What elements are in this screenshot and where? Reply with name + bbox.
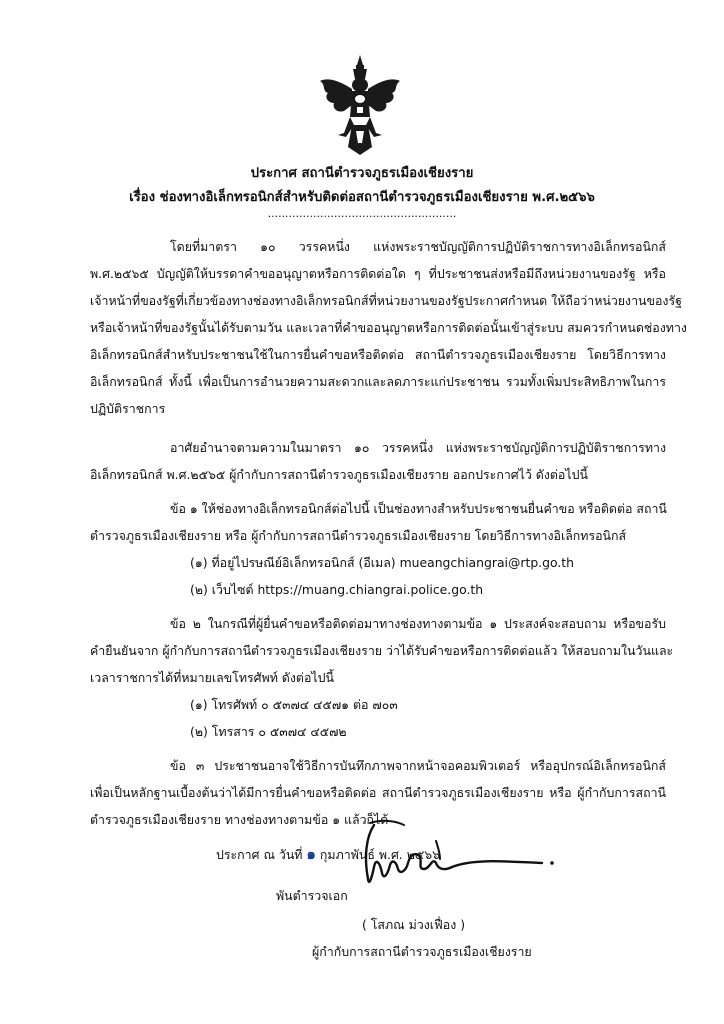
- para1-line: เจ้าหน้าที่ของรัฐที่เกี่ยวข้องทางช่องทางอิเล็กทรอนิกส์ที่หน่วยงานของรัฐประกาศกำหนด ให้ถือว่าหน่วยงานของรัฐ: [90, 293, 682, 308]
- clause2-phone-item: (๑) โทรศัพท์ ๐ ๕๓๗๔ ๔๕๗๑ ต่อ ๗๐๓: [190, 697, 398, 712]
- para1-line: อิเล็กทรอนิกส์สำหรับประชาชนใช้ในการยื่นคำขอหรือติดต่อ สถานีตำรวจภูธรเมืองเชียงราย โดยวิธีการทาง: [90, 347, 666, 362]
- clause3-line: เพื่อเป็นหลักฐานเบื้องต้นว่าได้มีการยื่นคำขอหรือติดต่อ สถานีตำรวจภูธรเมืองเชียงราย หรือ ผู้กำกับการสถานี: [90, 785, 666, 800]
- signer-name: ( โสภณ ม่วงเฟื่อง ): [362, 917, 466, 932]
- clause3-line: ตำรวจภูธรเมืองเชียงราย ทางช่องทางตามข้อ ๑ แล้วก็ได้: [90, 812, 389, 827]
- clause1-line: ตำรวจภูธรเมืองเชียงราย หรือ ผู้กำกับการสถานีตำรวจภูธรเมืองเชียงราย โดยวิธีการทางอิเล็กทรอนิกส์: [90, 528, 627, 543]
- clause1-email-item: (๑) ที่อยู่ไปรษณีย์อิเล็กทรอนิกส์ (อีเมล) mueangchiangrai@rtp.go.th: [190, 555, 575, 570]
- clause2-line: ข้อ ๒ ในกรณีที่ผู้ยื่นคำขอหรือติดต่อมาทางช่องทางตามข้อ ๑ ประสงค์จะสอบถาม หรือขอรับ: [170, 616, 666, 631]
- date-suffix: กุมภาพันธ์ พ.ศ. ๒๕๖๖: [319, 847, 440, 862]
- clause2-line: คำยืนยันจาก ผู้กำกับการสถานีตำรวจภูธรเมืองเชียงราย ว่าได้รับคำขอหรือการติดต่อแล้ว ให้สอบถามในวันและ: [90, 643, 674, 658]
- handwritten-signature: [352, 817, 562, 895]
- date-day: ๑: [306, 845, 316, 863]
- para2-line: อาศัยอำนาจตามความในมาตรา ๑๐ วรรคหนึ่ง แห่งพระราชบัญญัติการปฏิบัติราชการทาง: [170, 440, 666, 455]
- garuda-emblem-icon: [318, 55, 402, 155]
- para1-line: พ.ศ.๒๕๖๕ บัญญัติให้บรรดาคำขออนุญาตหรือการติดต่อใด ๆ ที่ประชาชนส่งหรือมีถึงหน่วยงานของรัฐ หรือ: [90, 266, 666, 281]
- clause2-fax-item: (๒) โทรสาร ๐ ๕๓๗๔ ๔๕๗๒: [190, 724, 347, 739]
- clause1-line: ข้อ ๑ ให้ช่องทางอิเล็กทรอนิกส์ต่อไปนี้ เป็นช่องทางสำหรับประชาชนยื่นคำขอ หรือติดต่อ สถานี: [170, 501, 667, 516]
- para1-line: หรือเจ้าหน้าที่ของรัฐนั้นได้รับตามวัน และเวลาที่คำขออนุญาตหรือการติดต่อนั้นเข้าสู่ระบบ สมควรกำหนดช่องทาง: [90, 320, 687, 335]
- clause1-website-item: (๒) เว็บไซต์ https://muang.chiangrai.police.go.th: [190, 582, 484, 597]
- para1-line: โดยที่มาตรา ๑๐ วรรคหนึ่ง แห่งพระราชบัญญัติการปฏิบัติราชการทางอิเล็กทรอนิกส์: [170, 239, 666, 254]
- clause2-line: เวลาราชการได้ที่หมายเลขโทรศัพท์ ดังต่อไปนี้: [90, 670, 334, 685]
- signer-position: ผู้กำกับการสถานีตำรวจภูธรเมืองเชียงราย: [312, 944, 532, 959]
- clause3-line: ข้อ ๓ ประชาชนอาจใช้วิธีการบันทึกภาพจากหน้าจอคอมพิวเตอร์ หรืออุปกรณ์อิเล็กทรอนิกส์: [170, 758, 666, 773]
- para2-line: อิเล็กทรอนิกส์ พ.ศ.๒๕๖๕ ผู้กำกับการสถานีตำรวจภูธรเมืองเชียงราย ออกประกาศไว้ ดังต่อไปนี้: [90, 467, 588, 482]
- para1-line: ปฏิบัติราชการ: [90, 401, 166, 416]
- announcement-title: ประกาศ สถานีตำรวจภูธรเมืองเชียงราย: [250, 166, 474, 181]
- signer-rank: พันตำรวจเอก: [276, 888, 348, 903]
- date-prefix: ประกาศ ณ วันที่: [216, 847, 303, 862]
- announcement-subject: เรื่อง ช่องทางอิเล็กทรอนิกส์สำหรับติดต่อสถานีตำรวจภูธรเมืองเชียงราย พ.ศ.๒๕๖๖: [129, 190, 595, 205]
- para1-line: อิเล็กทรอนิกส์ ทั้งนี้ เพื่อเป็นการอำนวยความสะดวกและลดภาระแก่ประชาชน รวมทั้งเพิ่มประสิทธิภาพในการ: [90, 374, 666, 389]
- title-separator: ......................................................: [267, 207, 457, 220]
